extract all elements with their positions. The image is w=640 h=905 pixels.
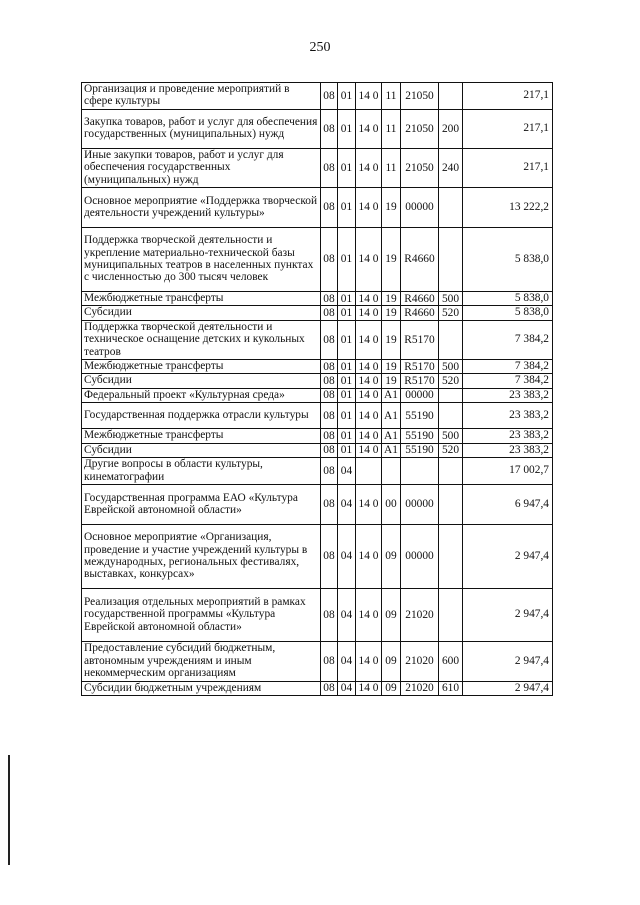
- cell-amount: 2 947,4: [463, 681, 553, 695]
- cell-name: Основное мероприятие «Организация, проведение и участие учреждений культуры в международных, региональных фестивалях, выставках, конкурсах»: [82, 524, 321, 588]
- cell-name: Федеральный проект «Культурная среда»: [82, 388, 321, 402]
- cell-subprogram-code: 19: [382, 374, 401, 388]
- cell-direction-code: 00000: [401, 484, 439, 524]
- cell-direction-code: R4660: [401, 292, 439, 306]
- table-row: [82, 443, 553, 457]
- cell-name: Поддержка творческой деятельности и укрепление материально-технической базы муниципальных театров в населенных пунктах с численностью до 300 тысяч человек: [82, 228, 321, 292]
- cell-podrazdel: 04: [338, 681, 356, 695]
- budget-table: [81, 82, 553, 696]
- margin-mark: [8, 755, 10, 865]
- cell-direction-code: 21020: [401, 681, 439, 695]
- cell-program-code: 14 0: [356, 360, 382, 374]
- page-number: 250: [309, 40, 331, 55]
- cell-expense-type: 200: [439, 109, 463, 148]
- cell-podrazdel: 01: [338, 83, 356, 110]
- cell-name: Межбюджетные трансферты: [82, 360, 321, 374]
- cell-name: Предоставление субсидий бюджетным, автономным учреждениям и иным некоммерческим организациям: [82, 641, 321, 681]
- cell-expense-type: 520: [439, 443, 463, 457]
- cell-program-code: 14 0: [356, 641, 382, 681]
- cell-podrazdel: 01: [338, 360, 356, 374]
- cell-subprogram-code: 19: [382, 306, 401, 320]
- cell-subprogram-code: A1: [382, 443, 401, 457]
- cell-program-code: 14 0: [356, 588, 382, 641]
- cell-subprogram-code: 09: [382, 641, 401, 681]
- cell-program-code: 14 0: [356, 374, 382, 388]
- cell-podrazdel: 04: [338, 458, 356, 485]
- cell-direction-code: R4660: [401, 228, 439, 292]
- cell-program-code: 14 0: [356, 484, 382, 524]
- cell-podrazdel: 01: [338, 429, 356, 443]
- cell-podrazdel: 01: [338, 109, 356, 148]
- cell-name: Субсидии: [82, 374, 321, 388]
- table-row: [82, 681, 553, 695]
- cell-expense-type: 600: [439, 641, 463, 681]
- table-row: [82, 374, 553, 388]
- table-row: [82, 641, 553, 681]
- cell-amount: 23 383,2: [463, 388, 553, 402]
- cell-name: Государственная поддержка отрасли культуры: [82, 403, 321, 429]
- cell-name: Реализация отдельных мероприятий в рамках государственной программы «Культура Еврейской автономной области»: [82, 588, 321, 641]
- cell-razdel: 08: [321, 148, 338, 187]
- cell-program-code: 14 0: [356, 83, 382, 110]
- cell-subprogram-code: A1: [382, 429, 401, 443]
- cell-podrazdel: 04: [338, 524, 356, 588]
- cell-subprogram-code: 00: [382, 484, 401, 524]
- cell-expense-type: [439, 588, 463, 641]
- cell-razdel: 08: [321, 403, 338, 429]
- cell-amount: 7 384,2: [463, 320, 553, 359]
- cell-expense-type: [439, 458, 463, 485]
- cell-direction-code: 00000: [401, 388, 439, 402]
- cell-direction-code: R5170: [401, 320, 439, 359]
- cell-expense-type: 610: [439, 681, 463, 695]
- cell-amount: 217,1: [463, 109, 553, 148]
- cell-amount: 7 384,2: [463, 360, 553, 374]
- cell-amount: 13 222,2: [463, 188, 553, 228]
- cell-amount: 23 383,2: [463, 429, 553, 443]
- cell-name: Закупка товаров, работ и услуг для обеспечения государственных (муниципальных) нужд: [82, 109, 321, 148]
- cell-amount: 23 383,2: [463, 443, 553, 457]
- cell-razdel: 08: [321, 109, 338, 148]
- cell-podrazdel: 01: [338, 388, 356, 402]
- cell-program-code: 14 0: [356, 681, 382, 695]
- cell-podrazdel: 01: [338, 292, 356, 306]
- cell-program-code: 14 0: [356, 388, 382, 402]
- cell-podrazdel: 01: [338, 320, 356, 359]
- table-row: [82, 83, 553, 110]
- cell-name: Государственная программа ЕАО «Культура Еврейской автономной области»: [82, 484, 321, 524]
- cell-subprogram-code: A1: [382, 403, 401, 429]
- cell-razdel: 08: [321, 641, 338, 681]
- table-row: [82, 306, 553, 320]
- table-row: [82, 588, 553, 641]
- cell-subprogram-code: 19: [382, 320, 401, 359]
- cell-expense-type: [439, 228, 463, 292]
- table-row: [82, 109, 553, 148]
- cell-program-code: 14 0: [356, 320, 382, 359]
- cell-direction-code: R5170: [401, 360, 439, 374]
- cell-amount: 2 947,4: [463, 524, 553, 588]
- table-row: [82, 388, 553, 402]
- table-row: [82, 524, 553, 588]
- table-row: [82, 188, 553, 228]
- cell-razdel: 08: [321, 443, 338, 457]
- cell-direction-code: 00000: [401, 188, 439, 228]
- cell-podrazdel: 04: [338, 641, 356, 681]
- cell-amount: 5 838,0: [463, 228, 553, 292]
- cell-amount: 217,1: [463, 148, 553, 187]
- cell-subprogram-code: 09: [382, 524, 401, 588]
- cell-amount: 217,1: [463, 83, 553, 110]
- cell-name: Субсидии бюджетным учреждениям: [82, 681, 321, 695]
- cell-subprogram-code: 19: [382, 188, 401, 228]
- cell-razdel: 08: [321, 484, 338, 524]
- cell-direction-code: 00000: [401, 524, 439, 588]
- cell-amount: 23 383,2: [463, 403, 553, 429]
- cell-program-code: 14 0: [356, 306, 382, 320]
- cell-razdel: 08: [321, 681, 338, 695]
- cell-expense-type: 520: [439, 374, 463, 388]
- table-row: [82, 458, 553, 485]
- cell-name: Межбюджетные трансферты: [82, 429, 321, 443]
- cell-amount: 5 838,0: [463, 292, 553, 306]
- cell-name: Субсидии: [82, 306, 321, 320]
- cell-amount: 6 947,4: [463, 484, 553, 524]
- cell-expense-type: 500: [439, 429, 463, 443]
- cell-subprogram-code: 09: [382, 588, 401, 641]
- cell-expense-type: [439, 188, 463, 228]
- cell-razdel: 08: [321, 228, 338, 292]
- cell-podrazdel: 01: [338, 374, 356, 388]
- cell-name: Основное мероприятие «Поддержка творческой деятельности учреждений культуры»: [82, 188, 321, 228]
- cell-program-code: 14 0: [356, 403, 382, 429]
- cell-razdel: 08: [321, 374, 338, 388]
- budget-table-body: [82, 83, 553, 696]
- cell-subprogram-code: 11: [382, 109, 401, 148]
- cell-direction-code: 21020: [401, 588, 439, 641]
- table-row: [82, 360, 553, 374]
- cell-name: Иные закупки товаров, работ и услуг для обеспечения государственных (муниципальных) нужд: [82, 148, 321, 187]
- cell-program-code: 14 0: [356, 188, 382, 228]
- cell-subprogram-code: 09: [382, 681, 401, 695]
- cell-amount: 17 002,7: [463, 458, 553, 485]
- cell-expense-type: [439, 388, 463, 402]
- cell-razdel: 08: [321, 429, 338, 443]
- cell-program-code: 14 0: [356, 292, 382, 306]
- cell-direction-code: R4660: [401, 306, 439, 320]
- cell-program-code: 14 0: [356, 109, 382, 148]
- cell-podrazdel: 01: [338, 443, 356, 457]
- cell-subprogram-code: 11: [382, 148, 401, 187]
- table-row: [82, 148, 553, 187]
- cell-direction-code: 21050: [401, 83, 439, 110]
- cell-name: Субсидии: [82, 443, 321, 457]
- cell-subprogram-code: 19: [382, 228, 401, 292]
- cell-subprogram-code: [382, 458, 401, 485]
- cell-podrazdel: 04: [338, 588, 356, 641]
- cell-podrazdel: 04: [338, 484, 356, 524]
- cell-name: Поддержка творческой деятельности и техническое оснащение детских и кукольных театров: [82, 320, 321, 359]
- table-row: [82, 484, 553, 524]
- cell-subprogram-code: 19: [382, 360, 401, 374]
- cell-razdel: 08: [321, 458, 338, 485]
- cell-amount: 2 947,4: [463, 641, 553, 681]
- cell-podrazdel: 01: [338, 228, 356, 292]
- cell-razdel: 08: [321, 524, 338, 588]
- cell-podrazdel: 01: [338, 148, 356, 187]
- cell-expense-type: [439, 484, 463, 524]
- cell-razdel: 08: [321, 292, 338, 306]
- cell-direction-code: 55190: [401, 403, 439, 429]
- cell-razdel: 08: [321, 306, 338, 320]
- table-row: [82, 320, 553, 359]
- cell-direction-code: [401, 458, 439, 485]
- cell-direction-code: 21050: [401, 148, 439, 187]
- cell-expense-type: [439, 524, 463, 588]
- cell-subprogram-code: 11: [382, 83, 401, 110]
- cell-expense-type: 520: [439, 306, 463, 320]
- cell-expense-type: [439, 320, 463, 359]
- cell-expense-type: [439, 403, 463, 429]
- cell-name: Другие вопросы в области культуры, кинематографии: [82, 458, 321, 485]
- cell-razdel: 08: [321, 588, 338, 641]
- cell-direction-code: 21020: [401, 641, 439, 681]
- cell-direction-code: 21050: [401, 109, 439, 148]
- table-row: [82, 228, 553, 292]
- cell-expense-type: 500: [439, 360, 463, 374]
- cell-razdel: 08: [321, 360, 338, 374]
- cell-program-code: 14 0: [356, 228, 382, 292]
- cell-amount: 7 384,2: [463, 374, 553, 388]
- cell-razdel: 08: [321, 188, 338, 228]
- table-row: [82, 292, 553, 306]
- cell-program-code: [356, 458, 382, 485]
- cell-razdel: 08: [321, 388, 338, 402]
- cell-podrazdel: 01: [338, 306, 356, 320]
- cell-name: Межбюджетные трансферты: [82, 292, 321, 306]
- cell-amount: 5 838,0: [463, 306, 553, 320]
- cell-direction-code: 55190: [401, 443, 439, 457]
- cell-program-code: 14 0: [356, 429, 382, 443]
- cell-expense-type: 500: [439, 292, 463, 306]
- table-row: [82, 403, 553, 429]
- cell-amount: 2 947,4: [463, 588, 553, 641]
- cell-program-code: 14 0: [356, 148, 382, 187]
- cell-direction-code: R5170: [401, 374, 439, 388]
- cell-name: Организация и проведение мероприятий в сфере культуры: [82, 83, 321, 110]
- table-row: [82, 429, 553, 443]
- budget-table-container: [81, 82, 552, 696]
- cell-expense-type: 240: [439, 148, 463, 187]
- cell-podrazdel: 01: [338, 403, 356, 429]
- cell-expense-type: [439, 83, 463, 110]
- cell-subprogram-code: A1: [382, 388, 401, 402]
- cell-razdel: 08: [321, 320, 338, 359]
- cell-razdel: 08: [321, 83, 338, 110]
- cell-direction-code: 55190: [401, 429, 439, 443]
- cell-subprogram-code: 19: [382, 292, 401, 306]
- cell-program-code: 14 0: [356, 524, 382, 588]
- cell-program-code: 14 0: [356, 443, 382, 457]
- cell-podrazdel: 01: [338, 188, 356, 228]
